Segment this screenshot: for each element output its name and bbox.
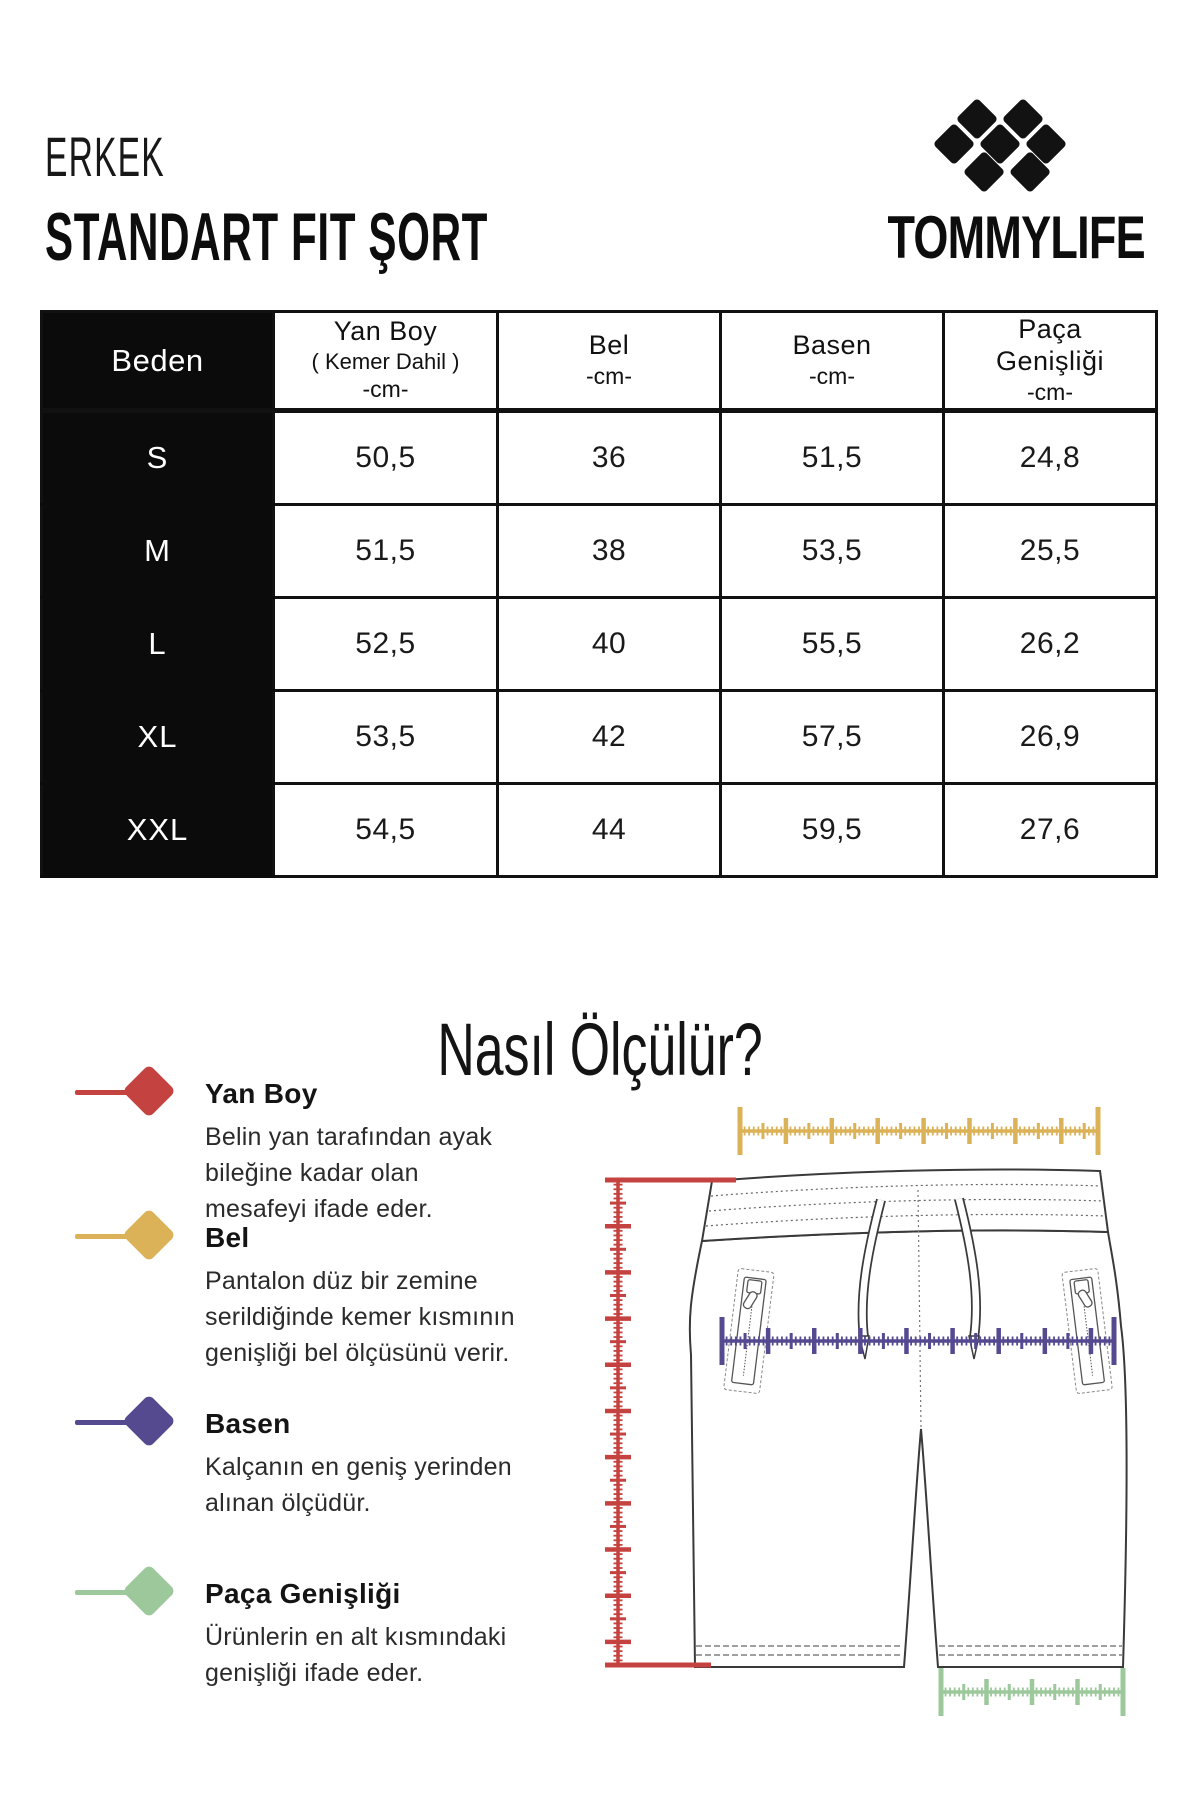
yan_boy-diamond-marker-icon	[75, 1076, 185, 1120]
size-value-cell: 57,5	[721, 690, 944, 783]
column-header-bel	[498, 312, 721, 411]
legend-text	[205, 1078, 565, 1227]
column-header-unit: -cm-	[362, 376, 409, 403]
size-row-M	[42, 504, 1157, 597]
column-header-paca_genisligi	[944, 312, 1157, 411]
size-value-cell: 38	[498, 504, 721, 597]
page-title-block	[45, 125, 760, 275]
size-label: M	[42, 504, 274, 597]
size-value-cell: 53,5	[274, 690, 498, 783]
marker-diamond	[122, 1564, 176, 1618]
size-label: S	[42, 410, 274, 504]
size-value-cell: 54,5	[274, 783, 498, 876]
size-row-XXL	[42, 783, 1157, 876]
size-label: XL	[42, 690, 274, 783]
column-header-basen	[721, 312, 944, 411]
column-header-unit: -cm-	[1027, 378, 1073, 405]
legend-title: Yan Boy	[205, 1078, 318, 1109]
legend-description: Kalçanın en geniş yerinden alınan ölçüdür.	[205, 1453, 512, 1517]
legend-title: Paça Genişliği	[205, 1578, 401, 1609]
size-value-cell: 51,5	[721, 410, 944, 504]
product-gender: ERKEK	[45, 125, 165, 188]
brand-name: TOMMYLIFE	[887, 204, 1145, 271]
legend-text	[205, 1222, 565, 1371]
size-row-S	[42, 410, 1157, 504]
legend-item-paca_genisligi	[75, 1578, 565, 1691]
size-value-cell: 25,5	[944, 504, 1157, 597]
column-header-label: Bel	[588, 330, 630, 361]
product-title: STANDART FIT ŞORT	[45, 198, 489, 275]
column-header-sub: ( Kemer Dahil )	[311, 348, 460, 374]
bel-ruler	[740, 1107, 1098, 1155]
paca-genisligi-ruler	[941, 1668, 1123, 1716]
size-value-cell: 42	[498, 690, 721, 783]
size-value-cell: 44	[498, 783, 721, 876]
brand-logo	[850, 84, 1150, 271]
size-table	[40, 310, 1158, 878]
shorts-waistband	[702, 1169, 1108, 1241]
legend-text	[205, 1578, 565, 1691]
size-row-XL	[42, 690, 1157, 783]
legend-item-basen	[75, 1408, 565, 1521]
size-value-cell: 26,2	[944, 597, 1157, 690]
legend-description: Ürünlerin en alt kısmındaki genişliği ifade eder.	[205, 1623, 507, 1687]
tommylife-diamonds-icon	[890, 84, 1110, 204]
legend-title: Bel	[205, 1222, 250, 1253]
size-label: XXL	[42, 783, 274, 876]
size-value-cell: 24,8	[944, 410, 1157, 504]
size-value-cell: 55,5	[721, 597, 944, 690]
column-header-beden	[42, 312, 274, 411]
column-header-label: Beden	[111, 342, 204, 378]
legend-title: Basen	[205, 1408, 291, 1439]
basen-diamond-marker-icon	[75, 1406, 185, 1450]
size-label: L	[42, 597, 274, 690]
size-value-cell: 40	[498, 597, 721, 690]
legend-item-bel	[75, 1222, 565, 1371]
marker-diamond	[122, 1394, 176, 1448]
size-value-cell: 27,6	[944, 783, 1157, 876]
column-header-unit: -cm-	[586, 362, 632, 389]
legend-description: Pantalon düz bir zemine serildiğinde kemer kısmının genişliği bel ölçüsünü verir.	[205, 1267, 515, 1367]
size-value-cell: 53,5	[721, 504, 944, 597]
bel-diamond-marker-icon	[75, 1220, 185, 1264]
size-row-L	[42, 597, 1157, 690]
shorts-diagram	[530, 1040, 1185, 1740]
marker-diamond	[122, 1064, 176, 1118]
size-value-cell: 59,5	[721, 783, 944, 876]
column-header-label: Yan Boy	[333, 316, 438, 347]
legend-item-yan_boy	[75, 1078, 565, 1227]
size-value-cell: 26,9	[944, 690, 1157, 783]
column-header-label: Paça Genişliği	[995, 314, 1105, 377]
legend-description: Belin yan tarafından ayak bileğine kadar olan mesafeyi ifade eder.	[205, 1123, 493, 1223]
size-value-cell: 50,5	[274, 410, 498, 504]
column-header-unit: -cm-	[809, 362, 855, 389]
size-value-cell: 52,5	[274, 597, 498, 690]
column-header-label: Basen	[792, 330, 872, 361]
column-header-yan_boy	[274, 312, 498, 411]
how-to-measure-title: Nasıl Ölçülür?	[437, 1008, 763, 1092]
size-table-header-row	[42, 312, 1157, 411]
size-value-cell: 36	[498, 410, 721, 504]
size-value-cell: 51,5	[274, 504, 498, 597]
paca_genisligi-diamond-marker-icon	[75, 1576, 185, 1620]
legend-text	[205, 1408, 565, 1521]
